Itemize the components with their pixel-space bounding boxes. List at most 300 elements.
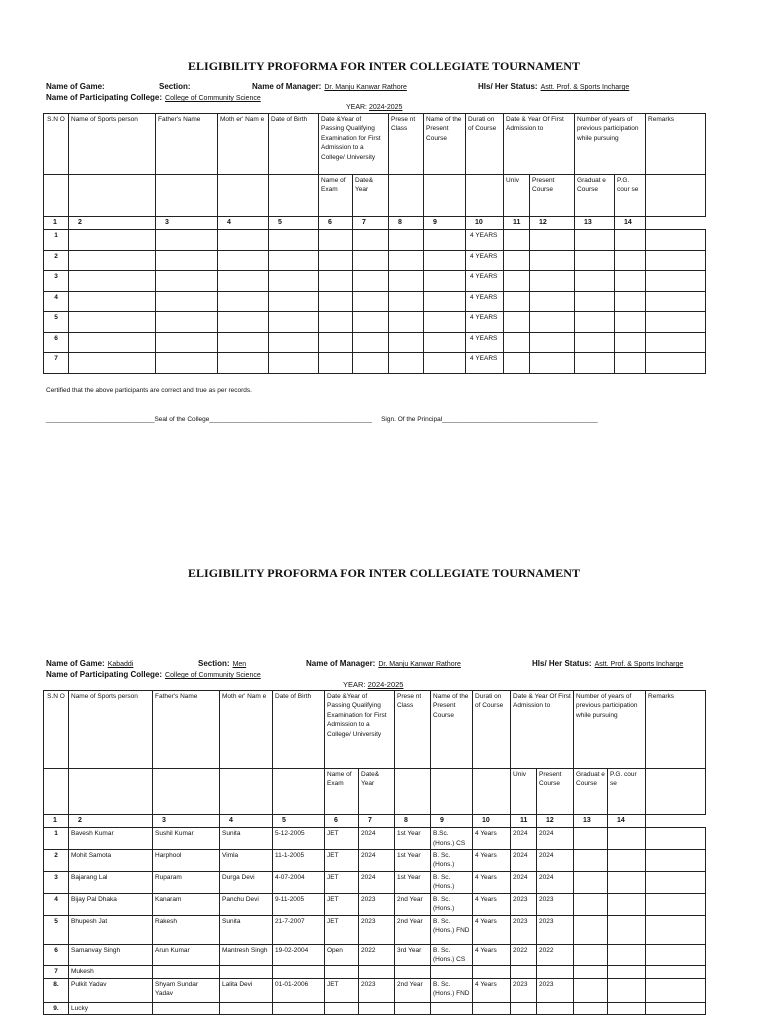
row-exam: JET [325, 828, 359, 850]
col-dob: Date of Birth [269, 114, 319, 175]
row-duration: 4 YEARS [466, 312, 504, 333]
row-duration: 4 Years [473, 828, 511, 850]
row-cell [575, 291, 615, 312]
row-father [153, 1002, 220, 1014]
row-name: Samanvay Singh [69, 944, 153, 966]
col-participation: Number of years of previous participation while pursuing [575, 114, 646, 175]
row-cls: 1st Year [395, 828, 431, 850]
row-cell [530, 271, 575, 292]
row-cell [574, 978, 608, 1002]
row-cell [319, 332, 353, 353]
col-number-3: 3 [153, 815, 220, 828]
row-cell [646, 978, 706, 1002]
row-course: B. Sc. (Hons.) FND [431, 915, 473, 944]
row-cell [574, 871, 608, 893]
row-duration: 4 Years [473, 893, 511, 915]
row-univ [511, 1002, 537, 1014]
row-cell [574, 849, 608, 871]
row-cell [424, 353, 466, 374]
row-exam: JET [325, 915, 359, 944]
row-exam: JET [325, 871, 359, 893]
row-sn: 6 [44, 944, 69, 966]
row-cell [156, 250, 218, 271]
row-cell [504, 271, 530, 292]
table-row [44, 871, 706, 893]
row-univ: 2024 [511, 849, 537, 871]
row-exam-year: 2022 [359, 944, 395, 966]
row-cell [218, 230, 269, 251]
col-sports-person: Name of Sports person [69, 691, 153, 769]
col-number-10: 10 [466, 217, 504, 230]
row-cell [389, 230, 424, 251]
row-cell [530, 250, 575, 271]
row-univ [511, 966, 537, 978]
table-row [44, 893, 706, 915]
row-cell [530, 230, 575, 251]
row-cell [646, 915, 706, 944]
row-cell [504, 291, 530, 312]
row-exam-year: 2024 [359, 871, 395, 893]
col-number-2: 2 [69, 815, 153, 828]
row-exam [325, 966, 359, 978]
row-cell [646, 250, 706, 271]
col-number-5: 5 [273, 815, 325, 828]
col-number-8: 8 [389, 217, 424, 230]
row-present [537, 1002, 574, 1014]
form2-section: Section: Men [198, 659, 247, 668]
col-mother: Moth er' Nam e [220, 691, 273, 769]
form1-game-label: Name of Game: [46, 82, 105, 91]
row-cell [646, 271, 706, 292]
form1-title: ELIGIBILITY PROFORMA FOR INTER COLLEGIATE TOURNAMENT [188, 59, 580, 73]
row-cell [575, 250, 615, 271]
form1-manager: Name of Manager: Dr. Manju Kanwar Rathore [252, 82, 407, 91]
row-cell [608, 966, 646, 978]
row-cell [69, 312, 156, 333]
row-univ: 2023 [511, 915, 537, 944]
row-cell [69, 271, 156, 292]
col-sno: S.N O [44, 114, 69, 175]
row-cell [69, 291, 156, 312]
sub-graduate: Graduat e Course [574, 769, 608, 815]
principal-line: Sign. Of the Principal___________________________________________ [381, 416, 598, 423]
table-row [44, 353, 706, 374]
row-cell [69, 230, 156, 251]
row-exam: JET [325, 893, 359, 915]
col-dob: Date of Birth [273, 691, 325, 769]
row-father: Arun Kumar [153, 944, 220, 966]
row-sno: 7 [44, 353, 69, 374]
table-row [44, 332, 706, 353]
row-dob: 21-7-2007 [273, 915, 325, 944]
row-cell [646, 1002, 706, 1014]
row-cell [269, 271, 319, 292]
row-mother: Sunita [220, 828, 273, 850]
row-dob: 5-12-2005 [273, 828, 325, 850]
row-cell [389, 332, 424, 353]
form2-manager: Name of Manager: Dr. Manju Kanwar Rathore [306, 659, 461, 668]
table-row [44, 915, 706, 944]
row-sno: 3 [44, 271, 69, 292]
row-exam-year: 2023 [359, 915, 395, 944]
row-cell [575, 230, 615, 251]
row-cell [269, 332, 319, 353]
row-cell [608, 893, 646, 915]
row-sn: 8. [44, 978, 69, 1002]
row-cell [608, 915, 646, 944]
row-cell [574, 966, 608, 978]
row-cell [646, 849, 706, 871]
row-name: Mohit Samota [69, 849, 153, 871]
row-cls: 2nd Year [395, 915, 431, 944]
col-number-4: 4 [220, 815, 273, 828]
sub-present-course: Present Course [530, 175, 575, 217]
row-cell [574, 1002, 608, 1014]
col-father: Father's Name [156, 114, 218, 175]
row-duration: 4 Years [473, 849, 511, 871]
row-cell [575, 312, 615, 333]
row-duration: 4 YEARS [466, 250, 504, 271]
row-cell [608, 828, 646, 850]
row-exam-year: 2024 [359, 849, 395, 871]
row-cell [608, 944, 646, 966]
row-cls: 2nd Year [395, 893, 431, 915]
row-father: Shyam Sundar Yadav [153, 978, 220, 1002]
form2-college: Name of Participating College: College of Community Science [46, 670, 261, 679]
col-number-13: 13 [574, 815, 608, 828]
row-course [431, 966, 473, 978]
row-exam-year: 2023 [359, 978, 395, 1002]
col-number-14: 14 [608, 815, 646, 828]
col-duration: Durati on of Course [466, 114, 504, 175]
row-cell [646, 828, 706, 850]
col-number-1: 1 [44, 217, 69, 230]
row-cell [353, 271, 389, 292]
row-cell [646, 871, 706, 893]
certification-text: Certified that the above participants are correct and true as per records. [46, 387, 252, 394]
row-cell [389, 271, 424, 292]
row-cell [504, 312, 530, 333]
sub-pg: P.G. cour se [608, 769, 646, 815]
col-number-4: 4 [218, 217, 269, 230]
row-cell [269, 250, 319, 271]
table-row [44, 312, 706, 333]
row-cell [646, 291, 706, 312]
row-cell [269, 353, 319, 374]
row-cell [646, 230, 706, 251]
row-exam: Open [325, 944, 359, 966]
row-cell [156, 291, 218, 312]
row-univ: 2023 [511, 893, 537, 915]
form1-college: Name of Participating College: College of Community Science [46, 93, 261, 102]
row-cell [389, 312, 424, 333]
form2-table [43, 690, 706, 1015]
row-course [431, 1002, 473, 1014]
row-cell [353, 353, 389, 374]
row-cell [424, 332, 466, 353]
sub-univ: Univ [504, 175, 530, 217]
row-father [153, 966, 220, 978]
row-present: 2023 [537, 978, 574, 1002]
row-dob: 01-01-2006 [273, 978, 325, 1002]
col-number-10: 10 [473, 815, 511, 828]
row-sno: 5 [44, 312, 69, 333]
row-cell [530, 353, 575, 374]
row-cell [389, 250, 424, 271]
col-number-11: 11 [504, 217, 530, 230]
row-cell [646, 944, 706, 966]
col-present-course: Name of the Present Course [431, 691, 473, 769]
row-cell [575, 332, 615, 353]
row-cls: 3rd Year [395, 944, 431, 966]
col-number-9: 9 [424, 217, 466, 230]
row-cell [504, 230, 530, 251]
row-name: Bijay Pal Dhaka [69, 893, 153, 915]
row-cell [156, 332, 218, 353]
row-duration: 4 YEARS [466, 332, 504, 353]
row-duration: 4 Years [473, 944, 511, 966]
row-cell [69, 250, 156, 271]
row-exam: JET [325, 849, 359, 871]
col-mother: Moth er' Nam e [218, 114, 269, 175]
col-number-3: 3 [156, 217, 218, 230]
form2-year: YEAR: 2024-2025 [343, 680, 404, 689]
seal-line: ______________________________Seal of the College_____________________________________________ [46, 416, 373, 423]
row-cell [646, 966, 706, 978]
col-first-admission: Date & Year Of First Admission to [511, 691, 574, 769]
row-mother: Durga Devi [220, 871, 273, 893]
col-sports-person: Name of Sports person [69, 114, 156, 175]
row-mother: Lalita Devi [220, 978, 273, 1002]
row-exam: JET [325, 978, 359, 1002]
sub-graduate: Graduat e Course [575, 175, 615, 217]
row-cell [574, 828, 608, 850]
col-duration: Durati on of Course [473, 691, 511, 769]
col-number-14: 14 [615, 217, 646, 230]
row-sn: 4 [44, 893, 69, 915]
row-cell [156, 230, 218, 251]
row-sn: 3 [44, 871, 69, 893]
col-present-class: Prese nt Class [395, 691, 431, 769]
row-sn: 9. [44, 1002, 69, 1014]
row-course: B. Sc. (Hons.) CS [431, 944, 473, 966]
col-number-12: 12 [537, 815, 574, 828]
table-row [44, 250, 706, 271]
row-cell [646, 312, 706, 333]
col-number-13: 13 [575, 217, 615, 230]
row-cell [69, 353, 156, 374]
col-number-6: 6 [325, 815, 359, 828]
row-cell [615, 230, 646, 251]
row-dob: 19-02-2004 [273, 944, 325, 966]
table-row [44, 230, 706, 251]
row-duration: 4 YEARS [466, 291, 504, 312]
row-course: B. Sc. (Hons.) [431, 893, 473, 915]
row-father: Kanaram [153, 893, 220, 915]
row-cell [574, 944, 608, 966]
row-mother [220, 1002, 273, 1014]
col-father: Father's Name [153, 691, 220, 769]
row-univ: 2024 [511, 828, 537, 850]
row-cell [319, 250, 353, 271]
form2-title: ELIGIBILITY PROFORMA FOR INTER COLLEGIATE TOURNAMENT [188, 566, 580, 580]
row-sn: 2 [44, 849, 69, 871]
row-exam-year [359, 1002, 395, 1014]
row-sno: 4 [44, 291, 69, 312]
row-cell [156, 312, 218, 333]
row-cell [608, 849, 646, 871]
row-cell [218, 312, 269, 333]
table-row [44, 966, 706, 978]
row-cell [319, 230, 353, 251]
row-present: 2023 [537, 893, 574, 915]
row-duration: 4 YEARS [466, 353, 504, 374]
row-present: 2023 [537, 915, 574, 944]
sub-pg: P.G. cour se [615, 175, 646, 217]
row-cell [218, 271, 269, 292]
row-cls: 1st Year [395, 871, 431, 893]
row-cell [269, 291, 319, 312]
row-exam [325, 1002, 359, 1014]
row-univ: 2022 [511, 944, 537, 966]
row-name: Bhupesh Jat [69, 915, 153, 944]
sub-present-course: Present Course [537, 769, 574, 815]
row-cell [615, 291, 646, 312]
row-mother: Sunita [220, 915, 273, 944]
row-cell [218, 291, 269, 312]
row-cell [424, 250, 466, 271]
row-cls [395, 966, 431, 978]
row-duration: 4 Years [473, 915, 511, 944]
row-cls [395, 1002, 431, 1014]
row-dob: 11-1-2005 [273, 849, 325, 871]
row-duration: 4 YEARS [466, 230, 504, 251]
col-first-admission: Date & Year Of First Admission to [504, 114, 575, 175]
row-sno: 2 [44, 250, 69, 271]
row-cell [608, 871, 646, 893]
row-cell [319, 271, 353, 292]
col-participation: Number of years of previous participation while pursuing [574, 691, 646, 769]
row-cell [218, 250, 269, 271]
row-cell [608, 1002, 646, 1014]
row-mother: Panchu Devi [220, 893, 273, 915]
col-remarks: Remarks [646, 114, 706, 175]
row-cls: 1st Year [395, 849, 431, 871]
row-cell [218, 353, 269, 374]
row-present: 2024 [537, 849, 574, 871]
form2-status: HIs/ Her Status: Astt. Prof. & Sports Incharge [532, 659, 684, 668]
row-cell [389, 291, 424, 312]
row-sn: 5 [44, 915, 69, 944]
row-name: Bajarang Lal [69, 871, 153, 893]
row-cell [156, 353, 218, 374]
row-cell [353, 250, 389, 271]
row-cell [530, 312, 575, 333]
col-number-2: 2 [69, 217, 156, 230]
col-number-12: 12 [530, 217, 575, 230]
row-cls: 2nd Year [395, 978, 431, 1002]
row-cell [646, 893, 706, 915]
row-univ: 2023 [511, 978, 537, 1002]
row-cell [269, 312, 319, 333]
row-present: 2022 [537, 944, 574, 966]
row-mother [220, 966, 273, 978]
row-present [537, 966, 574, 978]
row-cell [424, 271, 466, 292]
col-number-7: 7 [359, 815, 395, 828]
row-father: Harphool [153, 849, 220, 871]
col-number-9: 9 [431, 815, 473, 828]
row-father: Sushil Kumar [153, 828, 220, 850]
row-sno: 6 [44, 332, 69, 353]
row-exam-year [359, 966, 395, 978]
row-cell [424, 291, 466, 312]
row-cell [424, 230, 466, 251]
col-number-7: 7 [353, 217, 389, 230]
row-cell [615, 250, 646, 271]
table-row [44, 291, 706, 312]
sub-exam: Name of Exam [319, 175, 353, 217]
row-cell [615, 353, 646, 374]
row-mother: Mantresh Singh [220, 944, 273, 966]
col-present-class: Prese nt Class [389, 114, 424, 175]
row-cell [424, 312, 466, 333]
form1-section-label: Section: [159, 82, 191, 91]
row-cell [218, 332, 269, 353]
row-cell [615, 332, 646, 353]
row-cell [646, 353, 706, 374]
row-univ: 2024 [511, 871, 537, 893]
row-cell [269, 230, 319, 251]
sub-date-year: Date& Year [353, 175, 389, 217]
col-qualifying: Date &Year of Passing Qualifying Examination for First Admission to a College/ University [319, 114, 389, 175]
table-row [44, 944, 706, 966]
row-present: 2024 [537, 871, 574, 893]
row-cell [615, 271, 646, 292]
row-exam-year: 2024 [359, 828, 395, 850]
row-duration [473, 1002, 511, 1014]
row-cell [69, 332, 156, 353]
row-course: B.Sc. (Hons.) CS [431, 828, 473, 850]
row-duration [473, 966, 511, 978]
row-dob: 4-07-2004 [273, 871, 325, 893]
row-sn: 1 [44, 828, 69, 850]
table-row [44, 1002, 706, 1014]
row-father: Rakesh [153, 915, 220, 944]
form1-status: HIs/ Her Status: Astt. Prof. & Sports Incharge [478, 82, 630, 91]
row-duration: 4 Years [473, 871, 511, 893]
row-dob [273, 1002, 325, 1014]
row-name: Bavesh Kumar [69, 828, 153, 850]
row-cell [574, 915, 608, 944]
row-course: B. Sc. (Hons.) FND [431, 978, 473, 1002]
table-row [44, 828, 706, 850]
row-cell [530, 332, 575, 353]
row-cell [530, 291, 575, 312]
row-cell [319, 291, 353, 312]
row-cell [353, 291, 389, 312]
row-cell [353, 312, 389, 333]
signature-line [46, 416, 598, 423]
row-cell [319, 353, 353, 374]
col-sno: S.N O [44, 691, 69, 769]
row-cell [319, 312, 353, 333]
col-qualifying: Date &Year of Passing Qualifying Examination for First Admission to a College/ University [325, 691, 395, 769]
form1-year: YEAR: 2024-2025 [346, 104, 403, 111]
row-cell [353, 332, 389, 353]
row-sno: 1 [44, 230, 69, 251]
sub-date-year: Date& Year [359, 769, 395, 815]
